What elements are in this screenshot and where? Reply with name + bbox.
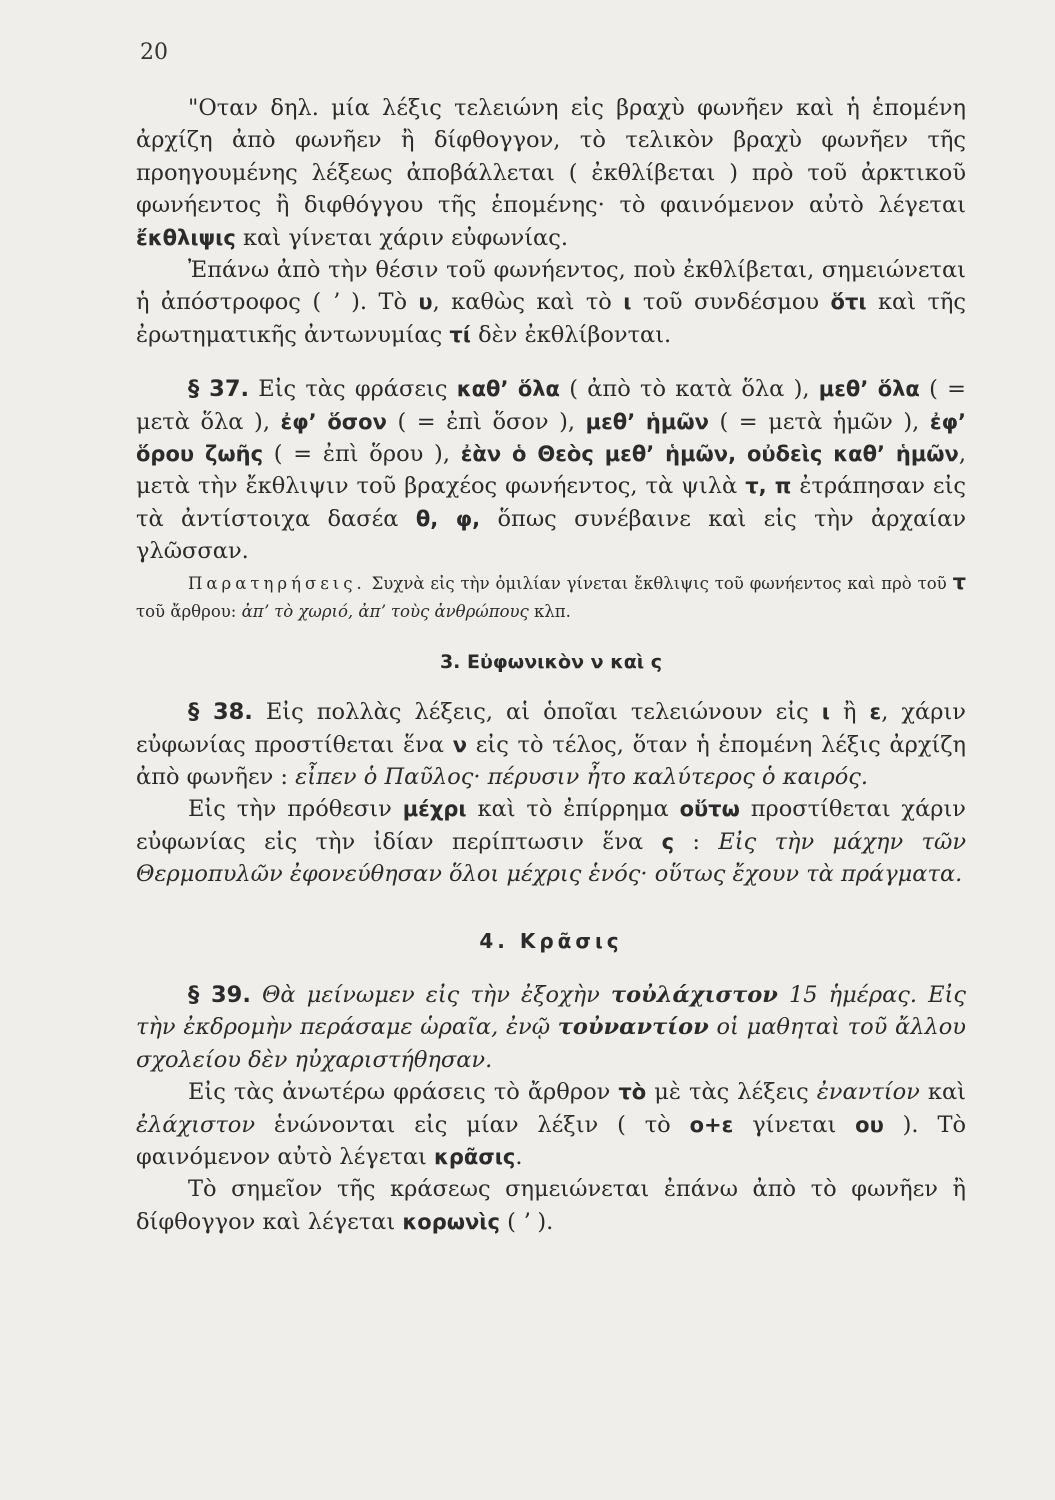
letter: ς: [661, 829, 675, 854]
text: ( = ἐπὶ ὅρου ),: [263, 441, 461, 468]
note-label: Παρατηρήσεις.: [188, 573, 366, 593]
text: ( = ἐπὶ ὅσον ),: [386, 408, 586, 435]
text: τοῦ ἄρθρου:: [136, 601, 242, 621]
paragraph-krasis: [136, 1076, 966, 1173]
section-number: § 38.: [188, 699, 253, 726]
text: προστίθεται χάριν εὐφωνίας εἰς τὴν ἰδίαν περίπτωσιν ἕνα: [136, 796, 966, 855]
section-39: [136, 979, 966, 1076]
heading-section-3: 3. Εὐφωνικὸν ν καὶ ς: [439, 650, 663, 673]
example: εἶπεν ὁ Παῦλος· πέρυσιν ἦτο καλύτερος ὁ καιρός.: [295, 763, 868, 790]
text: "Οταν δηλ. μία λέξις τελειώνη εἰς βραχὺ φωνῆεν καὶ ἡ ἑπομένη ἀρχίζη ἀπὸ φωνῆεν ἢ δίφθογγον, τὸ τελικὸν βραχὺ φωνῆεν τῆς προηγουμένης λέξεως ἀποβάλλεται ( ἐκθλίβεται ) πρὸ τοῦ ἀρκτικοῦ φωνήεντος ἢ διφθόγγου τῆς ἑπομένης· τὸ φαινόμενον αὐτὸ λέγεται: [136, 95, 966, 219]
text: , χάριν εὐφωνίας προστίθεται ἕνα: [136, 699, 966, 758]
note-remarks: [136, 568, 966, 626]
text: Εἰς τὰς ἀνωτέρω φράσεις τὸ ἄρθρον: [188, 1079, 619, 1106]
phrase: μεθʼ ὅλα: [818, 377, 920, 402]
text: ἑνώνονται εἰς μίαν λέξιν ( τὸ: [255, 1111, 690, 1138]
text: , μετὰ τὴν ἔκθλιψιν τοῦ βραχέος φωνήεντος, τὰ ψιλὰ: [136, 441, 967, 500]
section-37: [136, 373, 966, 567]
term-coronis: κορωνὶς: [402, 1209, 500, 1234]
text: καὶ τῆς ἐρωτηματικῆς ἀντωνυμίας: [136, 289, 966, 348]
phrase: ἐφʼ ὅσον: [280, 409, 387, 434]
text: .: [515, 1143, 523, 1170]
letter-ypsilon: υ: [418, 290, 433, 315]
text: :: [674, 828, 719, 855]
word: τοὐναντίον: [557, 1014, 709, 1041]
letter: ι: [821, 700, 830, 725]
term-ekthlipsis: ἔκθλιψις: [136, 225, 236, 250]
text: καὶ: [919, 1079, 966, 1106]
letters: τ, π: [745, 474, 792, 499]
phrase: μεθʼ ἡμῶν: [585, 409, 709, 434]
text: γίνεται: [733, 1111, 856, 1138]
heading-section-4: 4. Κρᾶσις: [479, 928, 623, 953]
text: , καθὼς καὶ τὸ: [432, 289, 624, 316]
word: ἐναντίον: [816, 1079, 920, 1106]
section-38: [136, 696, 966, 793]
phrase: ἐφʼ ὅρου ζωῆς: [136, 409, 966, 467]
word-ti: τί: [449, 322, 471, 347]
example: Εἰς τὴν μάχην τῶν Θερμοπυλῶν ἐφονεύθησαν ὅλοι μέχρις ἑνός· οὕτως ἔχουν τὰ πράγματα.: [136, 828, 966, 888]
text: καὶ τὸ ἐπίρρημα: [466, 796, 680, 823]
paragraph-apostrophe: [136, 254, 966, 351]
word: οὕτω: [679, 797, 740, 822]
text: τοῦ συνδέσμου: [631, 289, 831, 316]
text: ἐτράπησαν εἰς τὰ ἀντίστοιχα δασέα: [136, 473, 966, 532]
letter: ε: [869, 700, 882, 725]
paragraph-coronis: [136, 1173, 966, 1238]
letter: ν: [452, 732, 468, 757]
example: ἀπʼ τὸ χωριό, ἀπʼ τοὺς ἀνθρώπους: [241, 601, 529, 621]
letters: ου: [855, 1112, 884, 1137]
text: ( ἀπὸ τὸ κατὰ ὅλα ),: [559, 376, 819, 403]
text: καὶ γίνεται χάριν εὐφωνίας.: [235, 224, 569, 251]
text: εἰς τὸ τέλος, ὅταν ἡ ἑπομένη λέξις ἀρχίζη ἀπὸ φωνῆεν :: [136, 731, 966, 790]
text: Συχνὰ εἰς τὴν ὁμιλίαν γίνεται ἔκθλιψις τοῦ φωνήεντος καὶ πρὸ τοῦ: [365, 573, 953, 593]
text: ( = μετὰ ὅλα ),: [136, 376, 966, 435]
text: δὲν ἐκθλίβονται.: [470, 321, 672, 348]
text: Εἰς πολλὰς λέξεις, αἱ ὁποῖαι τελειώνουν εἰς: [252, 699, 822, 726]
paragraph-ekthlipsis-definition: [136, 92, 966, 254]
phrase: καθʼ ὅλα: [456, 377, 560, 402]
text: ἢ: [829, 699, 870, 726]
page-body: [136, 92, 966, 1238]
section-number: § 37.: [188, 376, 250, 403]
letters: θ, φ,: [415, 506, 481, 531]
paragraph-euphonic-s: [136, 793, 966, 890]
word: ἐλάχιστον: [136, 1111, 256, 1138]
text: ὅπως συνέβαινε καὶ εἰς τὴν ἀρχαίαν γλῶσσαν.: [136, 505, 966, 565]
phrase: ἐὰν ὁ Θεὸς μεθʼ ἡμῶν, οὐδεὶς καθʼ ἡμῶν: [460, 442, 959, 467]
text: Εἰς τὴν πρόθεσιν: [188, 796, 403, 823]
example: οἱ μαθηταὶ τοῦ ἄλλου σχολείου δὲν ηὐχαριστήθησαν.: [136, 1014, 966, 1073]
word: τοὐλάχιστον: [610, 981, 778, 1008]
text: ). Τὸ φαινόμενον αὐτὸ λέγεται: [136, 1111, 967, 1170]
word-oti: ὅτι: [830, 290, 867, 315]
word: τὸ: [618, 1080, 647, 1105]
letter-iota: ι: [623, 290, 632, 315]
term-krasis: κρᾶσις: [433, 1144, 516, 1169]
letter-tau: τ: [952, 569, 966, 594]
page-number: 20: [140, 40, 168, 65]
text: Εἰς τὰς φράσεις: [249, 376, 457, 403]
text: ( = μετὰ ἡμῶν ),: [708, 408, 930, 435]
text: κλπ.: [528, 601, 571, 621]
section-number: § 39.: [188, 981, 251, 1008]
text: Τὸ σημεῖον τῆς κράσεως σημειώνεται ἐπάνω ἀπὸ τὸ φωνῆεν ἢ δίφθογγον καὶ λέγεται: [136, 1176, 966, 1235]
text: Ἐπάνω ἀπὸ τὴν θέσιν τοῦ φωνήεντος, ποὺ ἐκθλίβεται, σημειώνεται ἡ ἀπόστροφος ( ʼ ). Τὸ: [136, 257, 966, 316]
word: μέχρι: [402, 797, 467, 822]
text: μὲ τὰς λέξεις: [646, 1079, 817, 1106]
text: ( ʼ ).: [499, 1208, 554, 1235]
letters: ο+ε: [689, 1112, 734, 1137]
example: 15 ἡμέρας. Εἰς τὴν ἐκδρομὴν περάσαμε ὡραῖα, ἐνῷ: [136, 981, 966, 1041]
example: Θὰ μείνωμεν εἰς τὴν ἐξοχὴν: [250, 981, 611, 1008]
